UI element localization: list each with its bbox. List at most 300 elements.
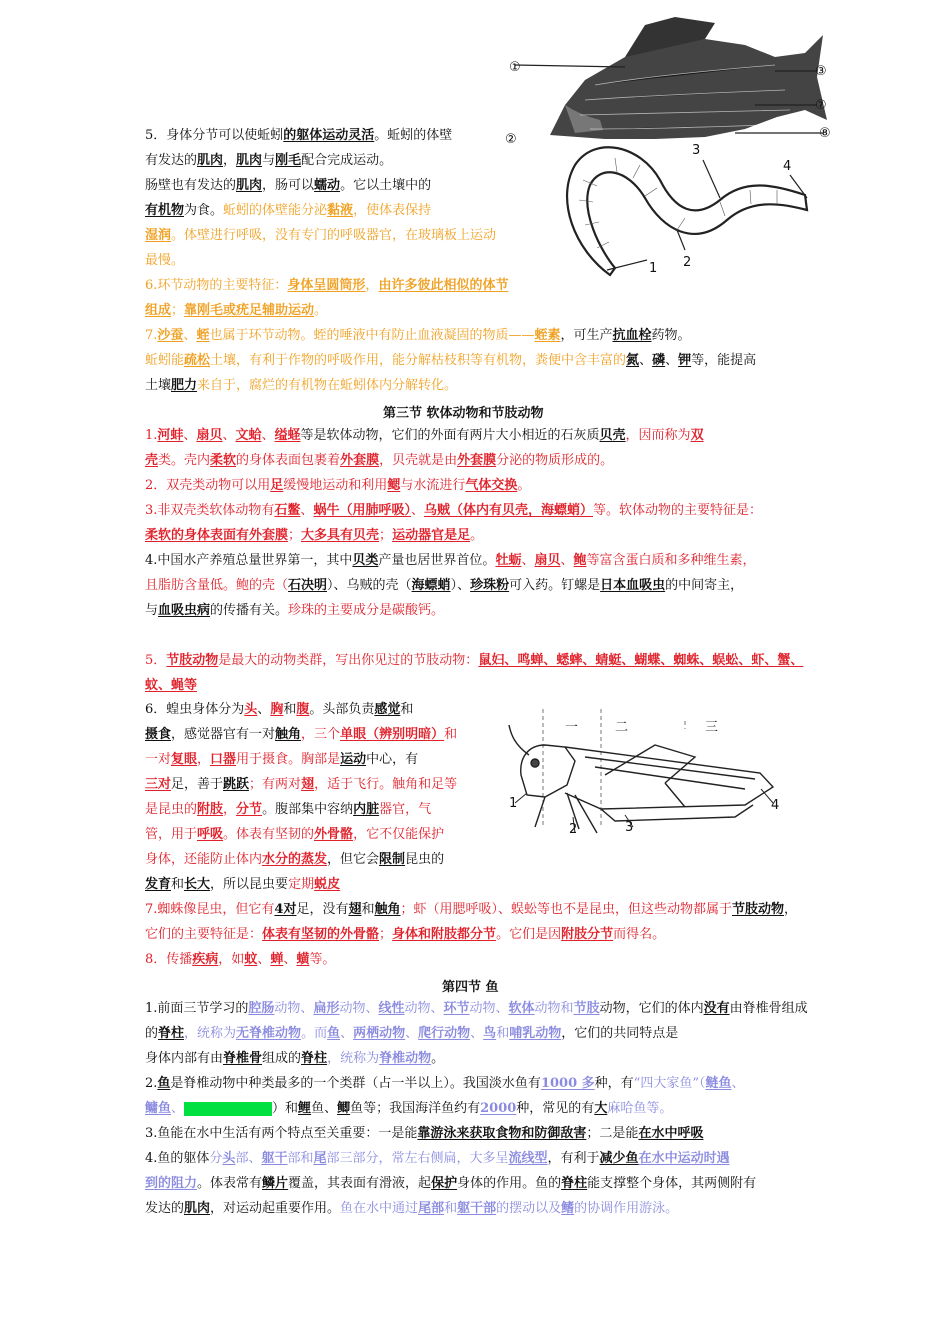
blank-answer: 足 — [270, 478, 284, 493]
text: 。 — [431, 1051, 445, 1066]
blank-answer: 肌肉 — [197, 153, 224, 168]
s3-l6-line2 — [145, 726, 457, 744]
text: 动物，它们的体内 — [599, 1001, 704, 1016]
s2-p5-line2 — [145, 152, 392, 170]
text: 中心，有 — [366, 752, 419, 767]
blank-answer: 鲫 — [337, 1101, 351, 1116]
highlighted-blank — [184, 1102, 272, 1116]
grasshopper-label-head: 一 — [565, 720, 579, 735]
text: 、 — [410, 503, 424, 518]
text: ； — [379, 528, 393, 543]
text: 身体，还能防止体内 — [145, 852, 263, 867]
blank-answer: 鳍 — [561, 1201, 575, 1216]
fish-label-7: ⑦ — [815, 98, 827, 113]
blank-answer: 脊椎骨 — [223, 1051, 263, 1066]
text: 、 — [340, 1026, 354, 1041]
text: 5．身体分节可以使蚯蚓 — [145, 128, 284, 143]
text: 配合完成运动。 — [301, 153, 393, 168]
s4-l2-line2 — [145, 1100, 672, 1118]
blank-answer: 双 — [690, 428, 704, 443]
blank-answer: 珍珠粉 — [470, 578, 510, 593]
blank-answer: 氮 — [626, 353, 640, 368]
blank-answer: 柔软的身体表面有外套膜 — [145, 528, 289, 543]
text: 、 — [183, 428, 197, 443]
blank-answer: 肌肉 — [236, 178, 263, 193]
blank-answer: 躯干部 — [457, 1201, 497, 1216]
text: 且脂肪含量低。鲍的壳（ — [145, 578, 289, 593]
blank-answer: 保护 — [431, 1176, 458, 1191]
blank-answer: 节肢动物 — [166, 653, 219, 668]
s2-p5-line3 — [145, 177, 431, 195]
blank-answer: 缢蛏 — [274, 428, 301, 443]
fish-label-8: ⑧ — [819, 126, 831, 141]
fish-figure — [505, 5, 835, 145]
text: ，可生产 — [560, 328, 613, 343]
text: 分泌的物质形成的。 — [496, 453, 614, 468]
text: 和 — [361, 902, 375, 917]
text: 鱼在水中通过 — [340, 1201, 419, 1216]
blank-answer: 有机物 — [145, 203, 185, 218]
earthworm-figure — [545, 140, 835, 280]
s3-l2 — [145, 477, 530, 495]
blank-answer: 鼠妇、鸣蝉、蟋蟀、蜻蜓、蝴蝶、蜘蛛、蜈蚣、虾、蟹、 — [478, 653, 804, 668]
fish-label-2: ② — [505, 132, 517, 145]
blank-answer: 鲤 — [298, 1101, 312, 1116]
blank-answer: 内脏 — [353, 802, 380, 817]
text: 1.前面三节学习的 — [145, 1001, 249, 1016]
text: 等，能提高 — [691, 353, 757, 368]
blank-answer: 贝类 — [352, 553, 379, 568]
blank-answer: 大 — [594, 1101, 608, 1116]
s2-p7-line1 — [145, 327, 691, 345]
text: 、 — [665, 353, 679, 368]
blank-answer: 脊椎动物 — [379, 1051, 432, 1066]
text: 鱼等；我国海洋鱼约有 — [350, 1101, 481, 1116]
text: ， — [223, 153, 237, 168]
blank-answer: 扇贝 — [196, 428, 223, 443]
text: 鱼、 — [311, 1101, 338, 1116]
blank-answer: 靠游泳来获取食物和防御敌害 — [417, 1126, 587, 1141]
text: ，贝壳就是由 — [379, 453, 458, 468]
blank-answer: 脊柱 — [301, 1051, 328, 1066]
blank-answer: 限制 — [379, 852, 406, 867]
blank-answer: 组成 — [145, 303, 172, 318]
s3-l4-line1 — [145, 552, 756, 570]
blank-answer: 附肢 — [197, 802, 224, 817]
blank-answer: 哺乳动物 — [509, 1026, 562, 1041]
text: ，使体表保持 — [353, 203, 432, 218]
text: 足，没有 — [296, 902, 349, 917]
section4-title: 第四节 鱼 — [442, 980, 499, 995]
blank-answer: 乌贼（体内有贝壳，海螵蛸） — [423, 503, 593, 518]
blank-answer: 鱼 — [157, 1076, 171, 1091]
s3-l3-line1 — [145, 502, 762, 520]
s3-l6-line8 — [145, 876, 340, 894]
text: 种，常见的有 — [516, 1101, 595, 1116]
blank-answer: 环节 — [443, 1001, 470, 1016]
grasshopper-label-1: 1 — [509, 796, 518, 811]
blank-answer: 蜗牛（用肺呼吸） — [313, 503, 411, 518]
s3-l6-line7 — [145, 851, 444, 869]
text: 有发达的 — [145, 153, 198, 168]
text: 。 — [314, 303, 328, 318]
text: 动物、 — [404, 1001, 444, 1016]
section3-title: 第三节 软体动物和节肢动物 — [383, 406, 544, 421]
s4-l1-line2 — [145, 1025, 678, 1043]
text: 能支撑整个身体，其两侧附有 — [587, 1176, 757, 1191]
text: 器官，气 — [379, 802, 432, 817]
blank-answer: 壳 — [145, 453, 159, 468]
blank-answer: 水分的蒸发 — [262, 852, 328, 867]
fish-label-1: ① — [509, 60, 521, 75]
text: ，如 — [218, 952, 245, 967]
text: 用于摄食。胸部是 — [236, 752, 341, 767]
grasshopper-label-abdomen: 三 — [705, 720, 719, 735]
earthworm-label-3: 3 — [692, 143, 701, 158]
grasshopper-label-4: 4 — [771, 798, 780, 813]
blank-answer: 石决明 — [288, 578, 328, 593]
blank-answer: 2000 — [480, 1101, 517, 1116]
blank-answer: 河蚌 — [157, 428, 184, 443]
blank-answer: 单眼（辨别明暗） — [340, 727, 445, 742]
s3-l8 — [145, 951, 335, 969]
text: 、 — [257, 952, 271, 967]
blank-answer: 尾 — [313, 1151, 327, 1166]
text: 、 — [731, 1076, 745, 1091]
blank-answer: 口器 — [210, 752, 237, 767]
text: 来自于，腐烂的有机物在蚯蚓体内分解转化。 — [197, 378, 458, 393]
blank-answer: 1000 多 — [540, 1076, 595, 1091]
text: 、 — [405, 1026, 419, 1041]
blank-answer: 肥力 — [171, 378, 198, 393]
blank-answer: 腹 — [296, 702, 310, 717]
text: 蚯蚓能 — [145, 353, 185, 368]
blank-answer: 摄食 — [145, 727, 172, 742]
text: ，所以昆虫要 — [210, 877, 289, 892]
text: 、 — [639, 353, 653, 368]
blank-answer: 运动器官是足 — [392, 528, 471, 543]
text: 一对 — [145, 752, 172, 767]
text: 。体表常有 — [197, 1176, 263, 1191]
text: 的协调作用游泳。 — [574, 1201, 679, 1216]
blank-answer: 躯干 — [261, 1151, 288, 1166]
text: 组成的 — [262, 1051, 302, 1066]
text: 等是软体动物，它们的外面有两片大小相近的石灰质 — [300, 428, 600, 443]
blank-answer: 三对 — [145, 777, 172, 792]
text: 身体内部有由 — [145, 1051, 224, 1066]
text: 的中间寄主， — [665, 578, 744, 593]
text: 与 — [262, 153, 276, 168]
text: 、 — [300, 503, 314, 518]
text: 2．双壳类动物可以用 — [145, 478, 271, 493]
text: ）和 — [272, 1101, 299, 1116]
text: ， — [197, 752, 211, 767]
blank-answer: 在水中呼吸 — [638, 1126, 704, 1141]
blank-answer: 节肢动物 — [732, 902, 785, 917]
fish-drawing — [515, 17, 827, 139]
blank-answer: 疾病 — [192, 952, 219, 967]
text: 由脊椎骨组成 — [729, 1001, 808, 1016]
text: 等。软体动物的主要特征是： — [592, 503, 762, 518]
text: 、 — [261, 428, 275, 443]
blank-answer: 柔软 — [210, 453, 237, 468]
blank-answer: 脊柱 — [158, 1026, 185, 1041]
text: 部和 — [287, 1151, 314, 1166]
text: 肠壁也有发达的 — [145, 178, 237, 193]
text: 、 — [183, 328, 197, 343]
text: 是昆虫的 — [145, 802, 198, 817]
s3-l6-line5 — [145, 801, 431, 819]
text: 足，善于 — [171, 777, 224, 792]
s3-l1-line1 — [145, 427, 704, 445]
text: ； — [379, 927, 393, 942]
blank-answer: 鳃 — [387, 478, 401, 493]
text: 最慢。 — [145, 253, 185, 268]
blank-answer: 扇贝 — [534, 553, 561, 568]
blank-answer: 海螵蛸 — [411, 578, 451, 593]
s2-p7-line3 — [145, 377, 457, 395]
text: 、 — [257, 702, 271, 717]
blank-answer: 在水中运动时遇 — [638, 1151, 730, 1166]
blank-answer: 体表有坚韧的外骨骼 — [262, 927, 380, 942]
grasshopper-label-2: 2 — [569, 822, 578, 837]
text: 可入药。钉螺是 — [509, 578, 601, 593]
blank-answer: 鸟 — [483, 1026, 497, 1041]
blank-answer: 刚毛 — [275, 153, 302, 168]
text: ，感觉器官有一对 — [171, 727, 276, 742]
text: 动物、 — [274, 1001, 314, 1016]
blank-answer: 日本血吸虫 — [600, 578, 666, 593]
blank-answer: 翅 — [301, 777, 315, 792]
grasshopper-drawing — [509, 725, 773, 833]
text: 也属于环节动物。蛭的唾液中有防止血液凝固的物质—— — [209, 328, 535, 343]
earthworm-label-2: 2 — [683, 255, 692, 270]
blank-answer: 线性 — [378, 1001, 405, 1016]
s2-p6-line1 — [145, 277, 508, 295]
blank-answer: 呼吸 — [197, 827, 224, 842]
text: 2. — [145, 1076, 158, 1091]
fish-label-3: ③ — [815, 64, 827, 79]
text: ，适于飞行。触角和足等 — [314, 777, 458, 792]
blank-answer: 鲢鱼 — [705, 1076, 732, 1091]
s4-l4-line3 — [145, 1200, 678, 1218]
text: 昆虫的 — [405, 852, 445, 867]
text: 、 — [171, 1101, 185, 1116]
s2-p5-line4 — [145, 202, 431, 220]
blank-answer: 蟥 — [296, 952, 310, 967]
s3-l3-line2 — [145, 527, 483, 545]
blank-answer: 外骨骼 — [314, 827, 354, 842]
blank-answer: 触角 — [374, 902, 401, 917]
s4-l3 — [145, 1125, 703, 1143]
blank-answer: 牡蛎 — [495, 553, 522, 568]
blank-answer: 身体呈圆筒形 — [287, 278, 366, 293]
s4-l1-line1 — [145, 1000, 808, 1018]
text: ；有两对 — [249, 777, 302, 792]
blank-answer: 气体交换 — [465, 478, 518, 493]
text: 动物和 — [534, 1001, 574, 1016]
s2-p5-line5 — [145, 227, 496, 245]
blank-answer: 蜕皮 — [314, 877, 341, 892]
text: 5． — [145, 653, 167, 668]
blank-answer: 没有 — [703, 1001, 730, 1016]
earthworm-label-4: 4 — [783, 159, 792, 174]
blank-answer: 由许多彼此相似的体节 — [378, 278, 509, 293]
blank-answer: 蚊、蝇等 — [145, 678, 198, 693]
text: 管，用于 — [145, 827, 198, 842]
text: 和 — [496, 1026, 510, 1041]
s4-l4-line2 — [145, 1175, 756, 1193]
s4-l2-line1 — [145, 1075, 745, 1093]
s3-l6-line4 — [145, 776, 457, 794]
text: 与 — [145, 603, 159, 618]
text: 等。 — [646, 1101, 673, 1116]
blank-answer: 节肢 — [573, 1001, 600, 1016]
text: 分 — [209, 1151, 223, 1166]
text: 土壤 — [145, 378, 172, 393]
text: 的 — [145, 1026, 159, 1041]
s3-l6-line3 — [145, 751, 418, 769]
blank-answer: 鲍 — [573, 553, 587, 568]
text: 是脊椎动物中种类最多的一个类群（占一半以上）。我国淡水鱼有 — [170, 1076, 541, 1091]
blank-answer: 两栖动物 — [353, 1026, 406, 1041]
blank-answer: 4对 — [274, 902, 297, 917]
blank-answer: 腔肠 — [248, 1001, 275, 1016]
text: ； — [171, 303, 185, 318]
blank-answer: 湿润 — [145, 228, 172, 243]
s2-p5-line6 — [145, 252, 184, 270]
s3-l5-line2 — [145, 677, 197, 695]
text: 动物、 — [469, 1001, 509, 1016]
text: 它们的主要特征是： — [145, 927, 263, 942]
text: ，但它会 — [327, 852, 380, 867]
text: ，因而称为 — [625, 428, 691, 443]
text: ，它们的共同特点是 — [561, 1026, 679, 1041]
text: 蚯蚓的体壁能分泌 — [223, 203, 328, 218]
blank-answer: 分节 — [236, 802, 263, 817]
s3-l6-line6 — [145, 826, 444, 844]
blank-answer: 鱼 — [327, 1026, 341, 1041]
s3-l4-line3 — [145, 602, 444, 620]
text: ， — [784, 902, 798, 917]
text: ， — [223, 802, 237, 817]
text: 、 — [521, 553, 535, 568]
blank-answer: 黏液 — [327, 203, 354, 218]
text: 动物、 — [339, 1001, 379, 1016]
text: 3.非双壳类软体动物有 — [145, 503, 275, 518]
text: 。蚯蚓的体壁 — [374, 128, 453, 143]
text: 1. — [145, 428, 158, 443]
blank-answer: 触角 — [275, 727, 302, 742]
s3-l1-line2 — [145, 452, 613, 470]
text: 3.鱼能在水中生活有两个特点至关重要：一是能 — [145, 1126, 418, 1141]
text: 和 — [283, 702, 297, 717]
blank-answer: 尾部 — [418, 1201, 445, 1216]
s3-l7-line1 — [145, 901, 797, 919]
text: ；虾（用腮呼吸）、蜈蚣等也不是昆虫，但这些动物都属于 — [400, 902, 733, 917]
text: 。它们是因 — [496, 927, 562, 942]
blank-answer: 抗血栓 — [612, 328, 652, 343]
blank-answer: 运动 — [340, 752, 367, 767]
text: 珍珠的主要成分是碳酸钙。 — [288, 603, 445, 618]
s2-p7-line2 — [145, 352, 756, 370]
s4-l4-line1 — [145, 1150, 730, 1168]
text: ）、 — [450, 578, 471, 593]
text: 6.环节动物的主要特征： — [145, 278, 288, 293]
text: 、 — [560, 553, 574, 568]
text: ，肠可以 — [262, 178, 315, 193]
text: 是最大的动物类群，写出你见过的节肢动物： — [218, 653, 479, 668]
text: 、 — [283, 952, 297, 967]
blank-answer: 外套膜 — [340, 453, 380, 468]
text: 产量也居世界首位。 — [378, 553, 496, 568]
blank-answer: 脊柱 — [561, 1176, 588, 1191]
blank-answer: 蛭素 — [534, 328, 561, 343]
grasshopper-label-3: 3 — [625, 820, 634, 835]
text: 和 — [171, 877, 185, 892]
text: 和 — [444, 727, 458, 742]
blank-answer: 身体和附肢都分节 — [392, 927, 497, 942]
text: ； — [288, 528, 302, 543]
text: 等富含蛋白质和多种维生素， — [586, 553, 756, 568]
text: 而得名。 — [613, 927, 666, 942]
text: 6．蝗虫身体分为 — [145, 702, 245, 717]
blank-answer: 跳跃 — [223, 777, 250, 792]
blank-answer: 鳙鱼 — [145, 1101, 172, 1116]
blank-answer: 血吸虫病 — [158, 603, 211, 618]
blank-answer: 石鳖 — [274, 503, 301, 518]
blank-answer: 发育 — [145, 877, 172, 892]
text: 、 — [222, 428, 236, 443]
blank-answer: 爬行动物 — [418, 1026, 471, 1041]
text: 与水流进行 — [400, 478, 466, 493]
text: 8．传播 — [145, 952, 193, 967]
text: 和 — [444, 1201, 458, 1216]
grasshopper-figure — [505, 705, 795, 845]
blank-answer: 靠刚毛或疣足辅助运动 — [184, 303, 315, 318]
text: ，有利于 — [547, 1151, 600, 1166]
text: 发达的 — [145, 1201, 185, 1216]
blank-answer: 贝壳 — [599, 428, 626, 443]
text: 土壤，有利于作物的呼吸作用，能分解枯枝积等有机物，粪便中含丰富的 — [210, 353, 627, 368]
blank-answer: 扁形 — [313, 1001, 340, 1016]
text: 。而 — [301, 1026, 328, 1041]
blank-answer: 鳞片 — [262, 1176, 289, 1191]
blank-answer: 文蛤 — [235, 428, 262, 443]
text: 等。 — [309, 952, 336, 967]
text: 定期 — [288, 877, 315, 892]
blank-answer: 蚊 — [244, 952, 258, 967]
s3-l6-line1 — [145, 701, 413, 719]
blank-answer: 疏松 — [184, 353, 211, 368]
text: 4.中国水产养殖总量世界第一，其中 — [145, 553, 353, 568]
blank-answer: 沙蚕 — [157, 328, 184, 343]
text: “四大家鱼”（ — [633, 1076, 706, 1091]
blank-answer: 到的阻力 — [145, 1176, 198, 1191]
text: 覆盖，其表面有滑液，起 — [288, 1176, 432, 1191]
text: 缓慢地运动和利用 — [283, 478, 388, 493]
blank-answer: 蠕动 — [314, 178, 341, 193]
blank-answer: 流线型 — [508, 1151, 548, 1166]
text: 的身体表面包裹着 — [236, 453, 341, 468]
blank-answer: 胸 — [270, 702, 284, 717]
blank-answer: 复眼 — [171, 752, 198, 767]
blank-answer: 翅 — [348, 902, 362, 917]
text: 4.鱼的躯体 — [145, 1151, 210, 1166]
blank-answer: 肌肉 — [184, 1201, 211, 1216]
text: 。腹部集中容纳 — [262, 802, 354, 817]
blank-answer: 软体 — [508, 1001, 535, 1016]
